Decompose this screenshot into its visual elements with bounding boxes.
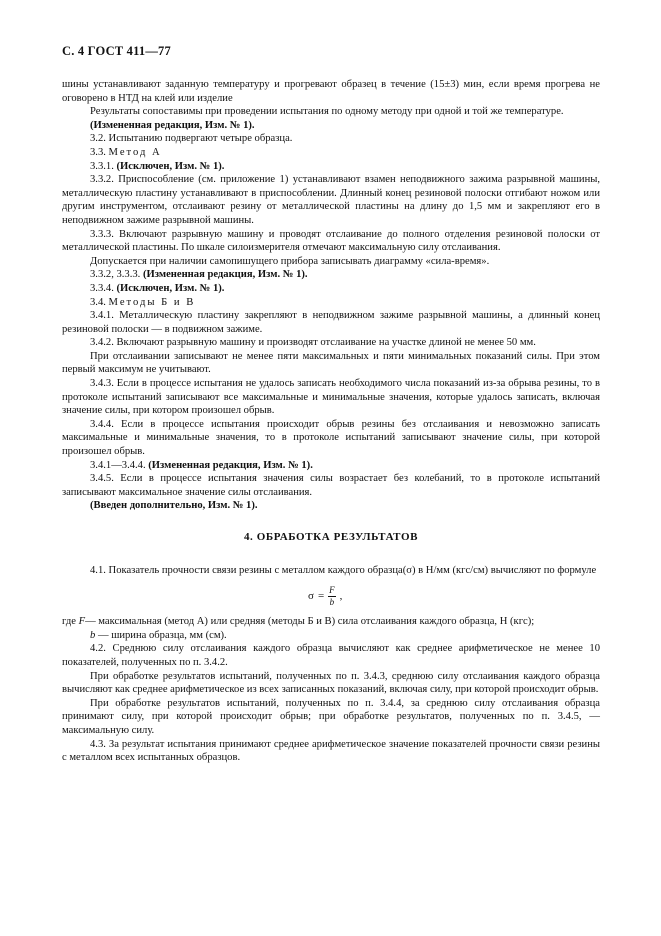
formula-fraction: [328, 586, 336, 607]
variable-symbol: b: [90, 629, 96, 641]
variable-definition: [62, 615, 600, 629]
clause-number: 3.3.2, 3.3.3.: [90, 269, 141, 281]
document-body: [62, 78, 600, 765]
paragraph: 3.3.2. Приспособление (см. приложение 1) устанавливают взамен неподвижного зажима разрывной машины, металлическую пластину устанавливают в приспособлении. Длинный конец резиновой полоски отгибают ножом или другим инструментом, отслаивают резину от металлической пластины на длину до 1,5 мм и закрепляют его в неподвижном зажиме разрывной машины.: [62, 174, 600, 226]
section-title: 4. ОБРАБОТКА РЕЗУЛЬТАТОВ: [243, 531, 419, 543]
paragraph: Допускается при наличии самопишущего прибора записывать диаграмму «сила-время».: [90, 255, 490, 267]
paragraph: Результаты сопоставимы при проведении испытания по одному методу при одной и той же температуре.: [90, 106, 564, 118]
method-title: Метод А: [108, 146, 162, 158]
method-title: Методы Б и В: [108, 296, 196, 308]
method-heading: [62, 296, 600, 310]
paragraph: 3.4.1. Металлическую пластину закрепляют в неподвижном зажиме разрывной машины, а длинный конец резиновой полоски — в подвижном зажиме.: [62, 310, 600, 335]
excluded-clause: [62, 282, 600, 296]
paragraph: 3.4.4. Если в процессе испытания происходит обрыв резины без отслаивания и невозможно записать максимальные и минимальные значения, то в протоколе испытаний записывают значение силы, при которой произошел обрыв.: [62, 418, 600, 458]
paragraph: При отслаивании записывают не менее пяти максимальных и пяти минимальных показаний силы. При этом первый максимум не учитывают.: [62, 350, 600, 376]
paragraph: При обработке результатов испытаний, полученных по п. 3.4.4, за среднюю силу отслаивания образца принимают силу, при которой происходит обрыв; при обработке результатов, полученных по п. 3.4.5, — максимальную силу.: [62, 697, 600, 736]
clause-number: 3.4.1—3.4.4.: [90, 459, 146, 471]
page-header: С. 4 ГОСТ 411—77: [62, 44, 171, 58]
formula-denominator: b: [329, 597, 335, 608]
paragraph: При обработке результатов испытаний, полученных по п. 3.4.3, среднюю силу отслаивания каждого образца вычисляют как среднее арифметическое из всех записанных показаний, включая силу, при которой происходит обрыв.: [62, 670, 600, 696]
variable-description: — максимальная (метод А) или средняя (методы Б и В) сила отслаивания каждого образца, Н (кгс);: [85, 616, 535, 628]
paragraph: 3.2. Испытанию подвергают четыре образца.: [90, 133, 293, 145]
formula-tail: ,: [339, 589, 343, 602]
clause-number: 3.3.: [90, 146, 106, 158]
amended-clause: [62, 459, 600, 473]
paragraph: 4.3. За результат испытания принимают среднее арифметическое значение показателей прочности связи резины с металлом всех испытанных образцов.: [62, 738, 600, 764]
clause-number: 3.4.: [90, 296, 106, 308]
where-word: где: [62, 616, 76, 628]
clause-number: 3.3.4.: [90, 282, 114, 294]
formula-numerator: F: [329, 585, 335, 596]
amendment-note: (Измененная редакция, Изм. № 1).: [148, 459, 313, 471]
formula-lhs: σ: [308, 589, 314, 602]
amendment-note: (Измененная редакция, Изм. № 1).: [142, 269, 308, 281]
excluded-clause: [62, 160, 600, 174]
variable-description: — ширина образца, мм (см).: [95, 629, 227, 641]
clause-number: 3.3.1.: [90, 160, 114, 172]
amendment-note: (Исключен, Изм. № 1).: [116, 160, 225, 172]
amendment-note: (Исключен, Изм. № 1).: [116, 282, 225, 294]
method-heading: [62, 146, 600, 160]
paragraph: 4.2. Среднюю силу отслаивания каждого образца вычисляют как среднее арифметическое не менее 10 показателей, полученных по п. 3.4.2.: [62, 643, 600, 668]
paragraph: 3.3.3. Включают разрывную машину и проводят отслаивание до полного отделения резиновой полоски от металлической пластины. По шкале силоизмерителя отмечают максимальную силу отслаивания.: [62, 228, 600, 254]
formula-expression: [308, 586, 342, 607]
variable-definition: [62, 629, 600, 643]
paragraph: шины устанавливают заданную температуру и прогревают образец в течение (15±3) мин, если время прогрева не оговорено в НТД на клей или изделие: [62, 79, 600, 104]
paragraph: 3.4.5. Если в процессе испытания значения силы возрастает без колебаний, то в протоколе испытаний записывают максимальное значение силы отслаивания.: [62, 473, 600, 498]
variable-symbol: F: [78, 616, 86, 628]
paragraph: 3.4.2. Включают разрывную машину и производят отслаивание на участке длиной не менее 50 мм.: [90, 337, 536, 349]
formula: [62, 577, 600, 615]
amendment-note: (Введен дополнительно, Изм. № 1).: [90, 500, 258, 512]
amended-clause: [62, 268, 600, 282]
paragraph: 3.4.3. Если в процессе испытания не удалось записать необходимого числа показаний из-за обрыва резины, то в протоколе испытаний записывают все максимальные и минимальные значения, которые удалось записать, включая значение силы, при котором произошел обрыв.: [62, 378, 600, 417]
amendment-note: (Измененная редакция, Изм. № 1).: [90, 119, 255, 131]
formula-equals: =: [317, 589, 325, 602]
paragraph: 4.1. Показатель прочности связи резины с металлом каждого образца(σ) в Н/мм (кгс/см) вычисляют по формуле: [90, 564, 597, 576]
